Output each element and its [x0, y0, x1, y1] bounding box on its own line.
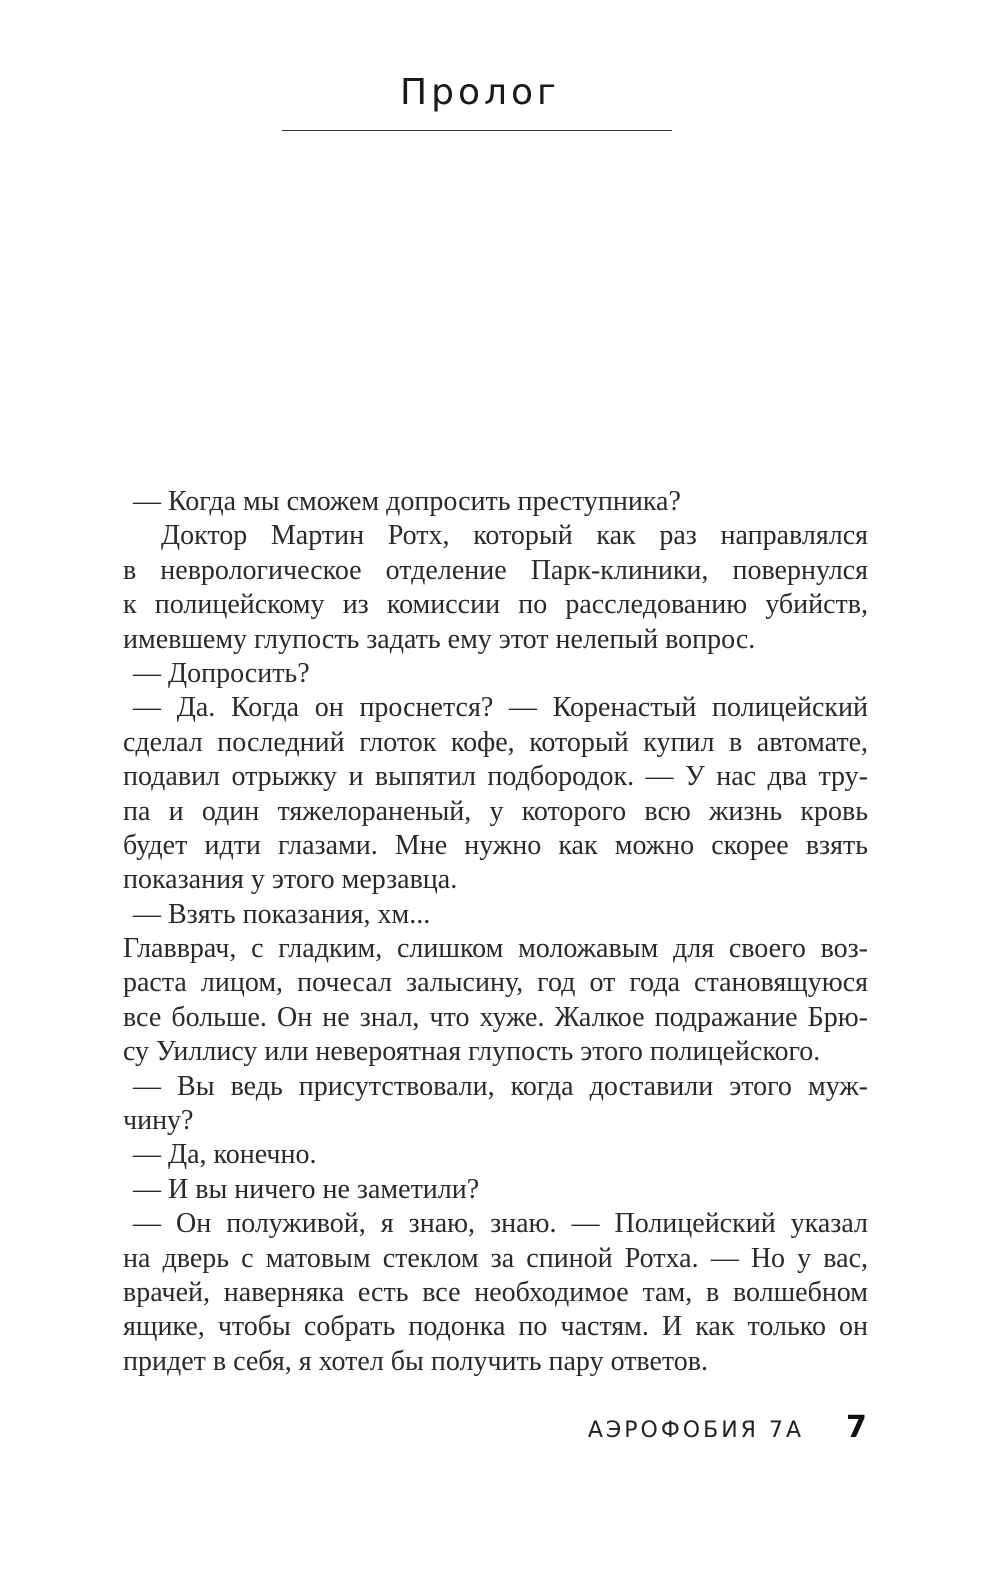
text-line: Доктор Мартин Ротх, который как раз направлялся [161, 520, 868, 552]
text-line: к полицейскому из комиссии по расследованию убийств, [123, 589, 868, 621]
text-line: — Взять показания, хм... [133, 898, 431, 930]
text-line: — Вы ведь присутствовали, когда доставили этого муж- [133, 1070, 868, 1102]
title-divider [282, 130, 672, 131]
text-line: придет в себя, я хотел бы получить пару ответов. [123, 1345, 709, 1377]
text-line: Главврач, с гладким, слишком моложавым для своего воз- [123, 933, 868, 965]
text-line: все больше. Он не знал, что хуже. Жалкое подражание Брю- [123, 1001, 868, 1033]
text-line: сделал последний глоток кофе, который купил в автомате, [123, 726, 868, 758]
text-line: — Да. Когда он проснется? — Коренастый полицейский [133, 692, 868, 724]
text-line: — Да, конечно. [133, 1139, 317, 1171]
text-line: на дверь с матовым стеклом за спиной Ротха. — Но у вас, [123, 1242, 868, 1274]
text-line: — Он полуживой, я знаю, знаю. — Полицейский указал [133, 1208, 868, 1240]
text-line: будет идти глазами. Мне нужно как можно скорее взять [123, 829, 868, 861]
text-line: — Когда мы сможем допросить преступника? [133, 486, 681, 517]
text-line: показания у этого мерзавца. [123, 864, 458, 896]
text-line: раста лицом, почесал залысину, год от года становящуюся [123, 967, 868, 999]
text-line: врачей, наверняка есть все необходимое там, в волшебном [123, 1276, 868, 1308]
text-line: — Допросить? [133, 657, 310, 689]
chapter-title: Пролог [400, 72, 560, 113]
text-line: су Уиллису или невероятная глупость этого полицейского. [123, 1036, 821, 1068]
text-line: в неврологическое отделение Парк-клиники, повернулся [123, 554, 868, 586]
body-text [123, 485, 868, 1379]
text-line: — И вы ничего не заметили? [133, 1173, 480, 1205]
text-line: па и один тяжелораненый, у которого всю жизнь кровь [123, 795, 868, 827]
running-title: АЭРОФОБИЯ 7А [587, 1418, 804, 1443]
page-number: 7 [846, 1410, 867, 1445]
text-line: ящике, чтобы собрать подонка по частям. И как только он [123, 1311, 868, 1343]
text-line: чину? [123, 1105, 194, 1137]
text-line: имевшему глупость задать ему этот нелепый вопрос. [123, 623, 756, 655]
text-line: подавил отрыжку и выпятил подбородок. — У нас два тру- [123, 761, 868, 793]
